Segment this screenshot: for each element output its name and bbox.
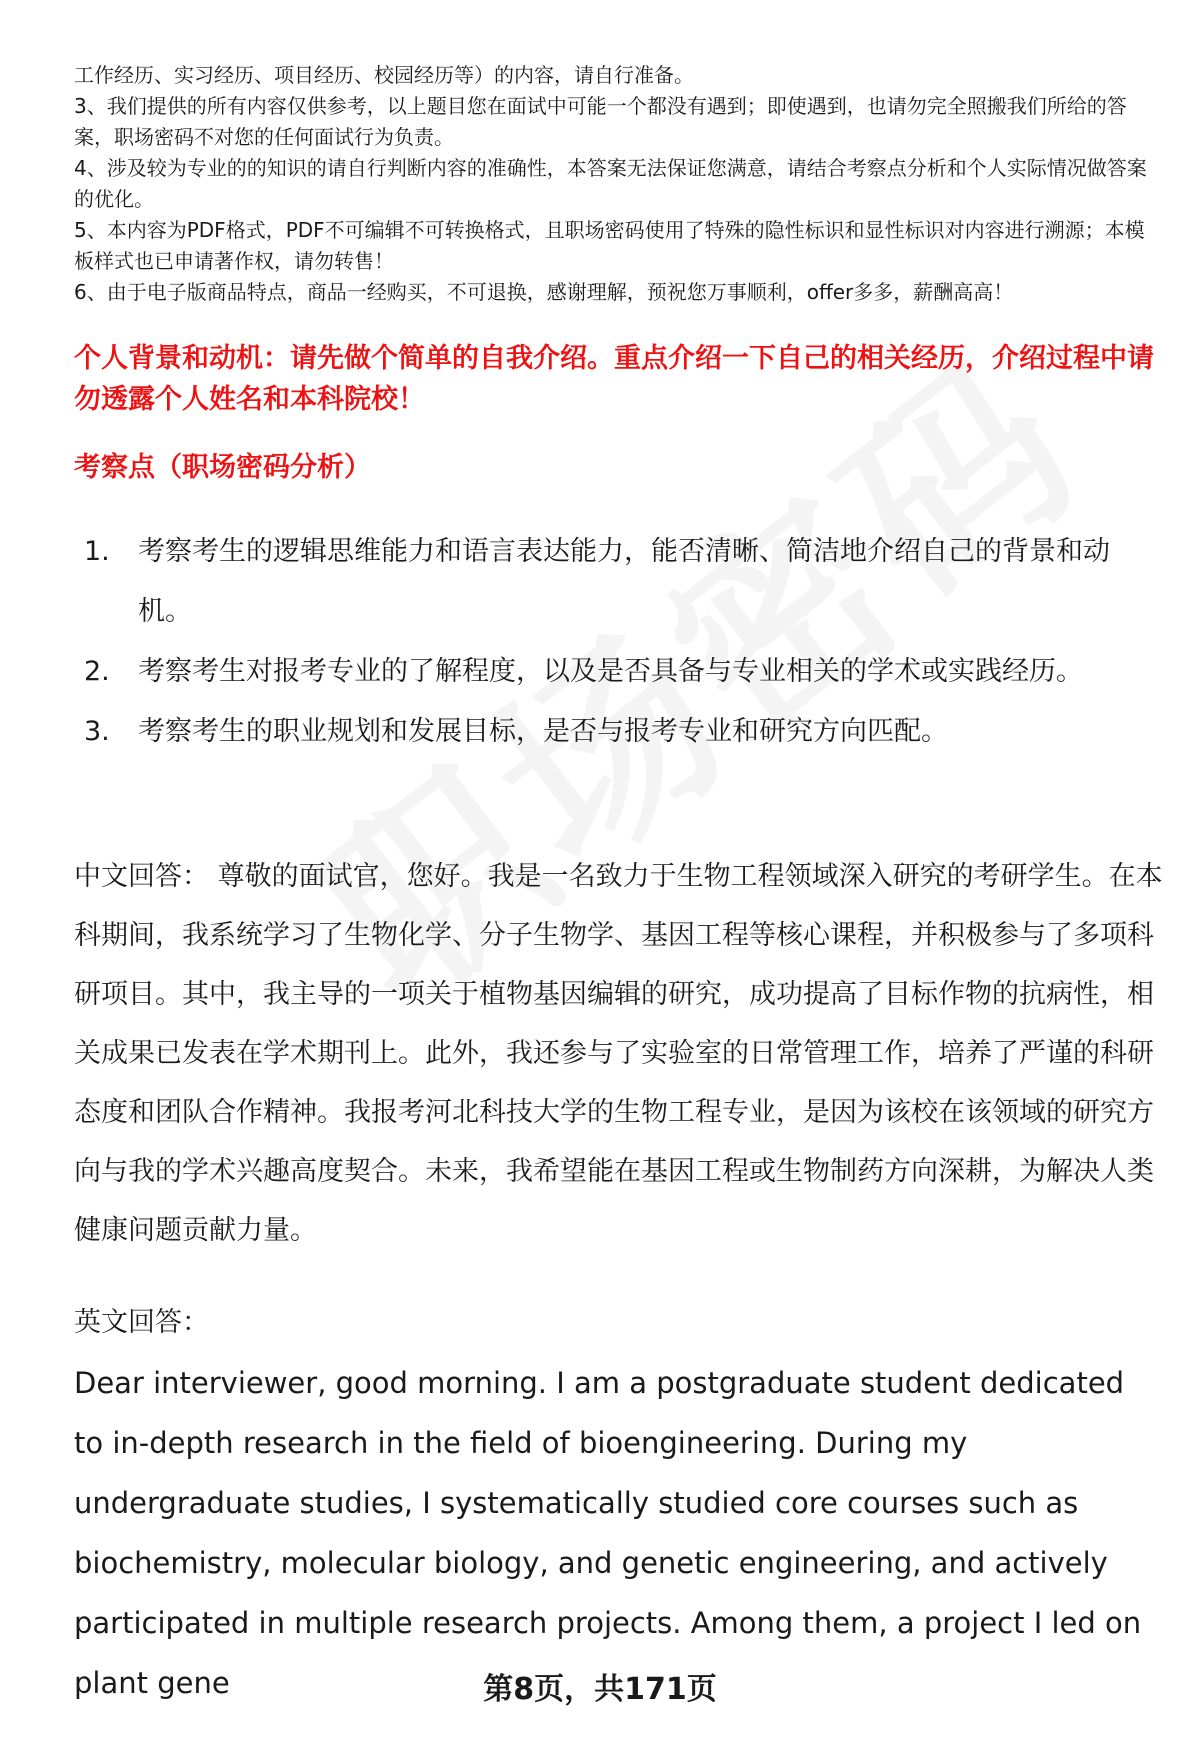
page-number-footer: 第8页，共171页	[483, 1672, 717, 1707]
note-line: 6、由于电子版商品特点，商品一经购买，不可退换，感谢理解，预祝您万事顺利，offer多多，薪酬高高！	[74, 280, 1014, 304]
list-number: 1.	[84, 536, 110, 567]
list-number: 3.	[84, 716, 110, 747]
list-number: 2.	[84, 656, 110, 687]
chinese-answer: 中文回答： 尊敬的面试官，您好。我是一名致力于生物工程领域深入研究的考研学生。在本科期间，我系统学习了生物化学、分子生物学、基因工程等核心课程，并积极参与了多项科研项目。其中，我主导的一项关于植物基因编辑的研究，成功提高了目标作物的抗病性，相关成果已发表在学术期刊上。此外，我还参与了实验室的日常管理工作，培养了严谨的科研态度和团队合作精神。我报考河北科技大学的生物工程专业，是因为该校在该领域的研究方向与我的学术兴趣高度契合。未来，我希望能在基因工程或生物制药方向深耕，为解决人类健康问题贡献力量。	[74, 861, 1163, 1246]
analysis-points-list	[74, 522, 1154, 762]
question-title: 个人背景和动机：请先做个简单的自我介绍。重点介绍一下自己的相关经历，介绍过程中请勿透露个人姓名和本科院校！	[74, 343, 1154, 415]
list-text: 考察考生的职业规划和发展目标，是否与报考专业和研究方向匹配。	[138, 716, 948, 747]
list-text: 考察考生的逻辑思维能力和语言表达能力，能否清晰、简洁地介绍自己的背景和动机。	[138, 536, 1110, 627]
list-item	[74, 642, 1154, 702]
note-line: 5、本内容为PDF格式，PDF不可编辑不可转换格式，且职场密码使用了特殊的隐性标识和显性标识对内容进行溯源；本模板样式也已申请著作权，请勿转售！	[74, 218, 1145, 273]
analysis-title: 考察点（职场密码分析）	[74, 452, 371, 483]
english-answer-label: 英文回答：	[74, 1307, 209, 1338]
english-answer: Dear interviewer, good morning. I am a postgraduate student dedicated to in-depth research in the field of bioengineering. During my undergraduate studies, I systematically studied core courses such as biochemistry, molecular biology, and genetic engineering, and actively participated in multiple research projects. Among them, a project I led on plant gene	[74, 1366, 1142, 1700]
note-line: 4、涉及较为专业的的知识的请自行判断内容的准确性，本答案无法保证您满意，请结合考察点分析和个人实际情况做答案的优化。	[74, 156, 1147, 211]
list-item	[74, 522, 1154, 642]
note-line: 工作经历、实习经历、项目经历、校园经历等）的内容，请自行准备。	[74, 63, 694, 87]
note-line: 3、我们提供的所有内容仅供参考，以上题目您在面试中可能一个都没有遇到；即使遇到，也请勿完全照搬我们所给的答案，职场密码不对您的任何面试行为负责。	[74, 94, 1127, 149]
notes-block	[74, 60, 1154, 308]
list-item	[74, 702, 1154, 762]
list-text: 考察考生对报考专业的了解程度，以及是否具备与专业相关的学术或实践经历。	[138, 656, 1083, 687]
